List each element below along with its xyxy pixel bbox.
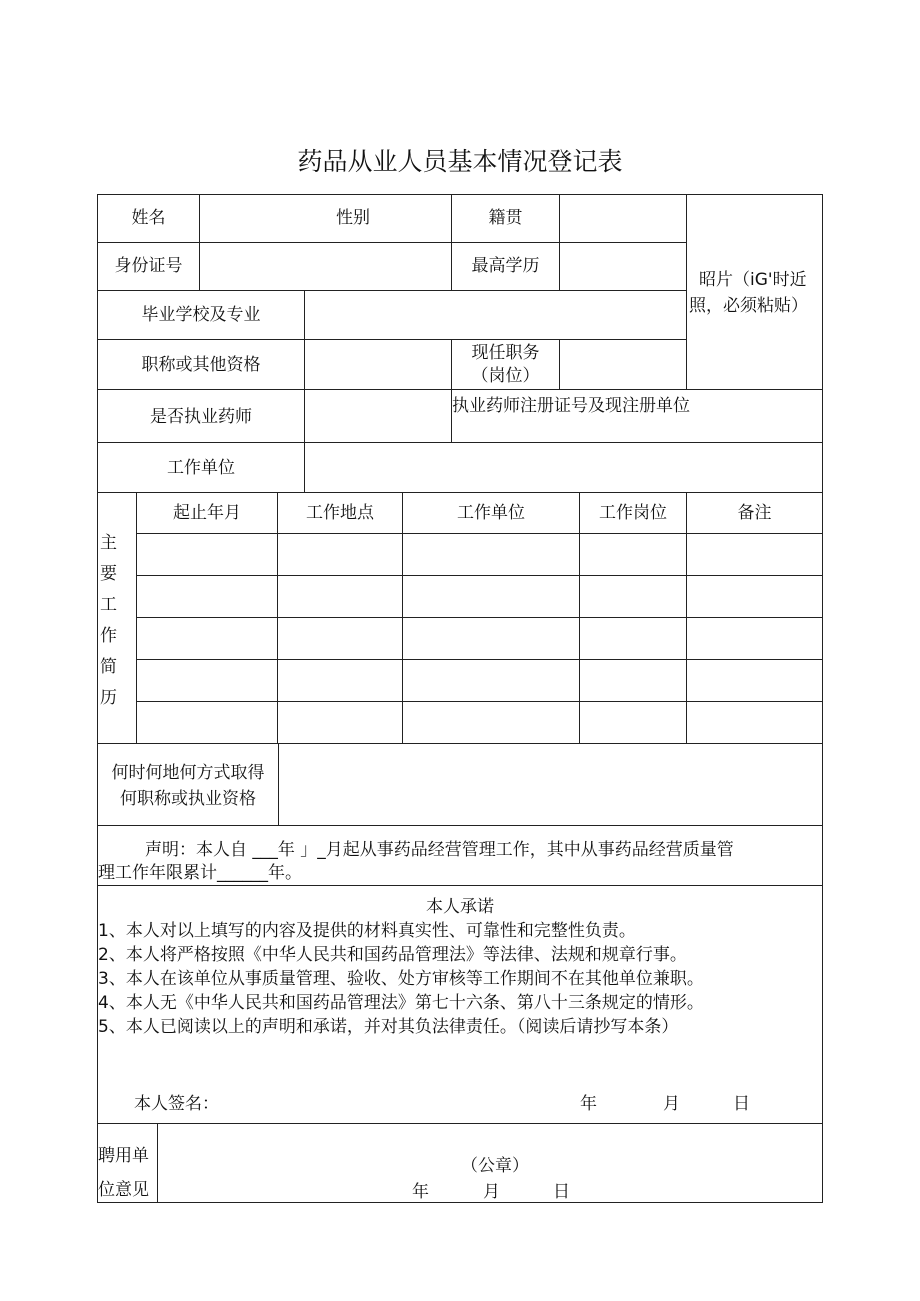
commitment-heading: 本人承诺 (426, 897, 494, 917)
license-number-label: 执业药师注册证号及现注册单位 (452, 396, 690, 416)
qualification-label-line1: 何时何地何方式取得 (111, 763, 265, 783)
employer-day: 日 (553, 1182, 570, 1202)
resume-side-char: 作 (100, 626, 117, 646)
professional-title-label: 职称或其他资格 (141, 355, 261, 375)
resume-side-char: 要 (100, 564, 117, 584)
commitment-item: 4、本人无《中华人民共和国药品管理法》第七十六条、第八十三条规定的情形。 (98, 993, 704, 1013)
commitment-item: 3、本人在该单位从事质量管理、验收、处方审核等工作期间不在其他单位兼职。 (98, 969, 704, 989)
employer-label-line2: 位意见 (98, 1180, 149, 1200)
resume-side-char: 主 (100, 533, 117, 553)
employer-year: 年 (412, 1182, 429, 1202)
photo-instruction-line2: 照，必须粘贴） (689, 296, 808, 316)
current-post-label: （岗位） (471, 366, 540, 386)
signature-day: 日 (733, 1094, 750, 1114)
resume-side-char: 历 (100, 688, 117, 708)
licensed-pharmacist-label: 是否执业药师 (150, 407, 252, 427)
column-employer: 工作单位 (457, 503, 525, 523)
commitment-item: 1、本人对以上填写的内容及提供的材料真实性、可靠性和完整性负责。 (98, 921, 636, 941)
page-title: 药品从业人员基本情况登记表 (297, 147, 623, 176)
qualification-label-line2: 何职称或执业资格 (120, 789, 256, 809)
statement-line2: 理工作年限累计______年。 (98, 863, 302, 883)
workplace-label: 工作单位 (167, 458, 235, 478)
name-label: 姓名 (131, 208, 166, 228)
company-seal: （公章） (461, 1156, 529, 1176)
employer-month: 月 (483, 1182, 500, 1202)
signature-month: 月 (663, 1094, 680, 1114)
education-label: 最高学历 (471, 256, 540, 276)
signature-year: 年 (580, 1094, 597, 1114)
id-number-label: 身份证号 (114, 256, 183, 276)
employer-label-line1: 聘用单 (98, 1146, 149, 1166)
gender-label: 性别 (336, 208, 370, 228)
photo-instruction-line1: 昭片（iG'时近 (699, 270, 807, 290)
resume-side-char: 简 (100, 657, 117, 677)
resume-side-char: 工 (100, 595, 117, 615)
column-remarks: 备注 (737, 503, 772, 523)
column-post: 工作岗位 (599, 503, 667, 523)
column-period: 起止年月 (173, 503, 241, 523)
school-major-label: 毕业学校及专业 (141, 305, 261, 325)
signature-label: 本人签名： (134, 1094, 219, 1114)
statement-line1: 声明：本人自 ___年 」_月起从事药品经营管理工作，其中从事药品经营质量管 (145, 840, 734, 860)
commitment-item: 2、本人将严格按照《中华人民共和国药品管理法》等法律、法规和规章行事。 (98, 945, 687, 965)
current-position-label: 现任职务 (471, 343, 540, 363)
column-location: 工作地点 (306, 503, 374, 523)
native-place-label: 籍贯 (488, 208, 523, 228)
commitment-item: 5、本人已阅读以上的声明和承诺，并对其负法律责任。（阅读后请抄写本条） (98, 1017, 679, 1037)
